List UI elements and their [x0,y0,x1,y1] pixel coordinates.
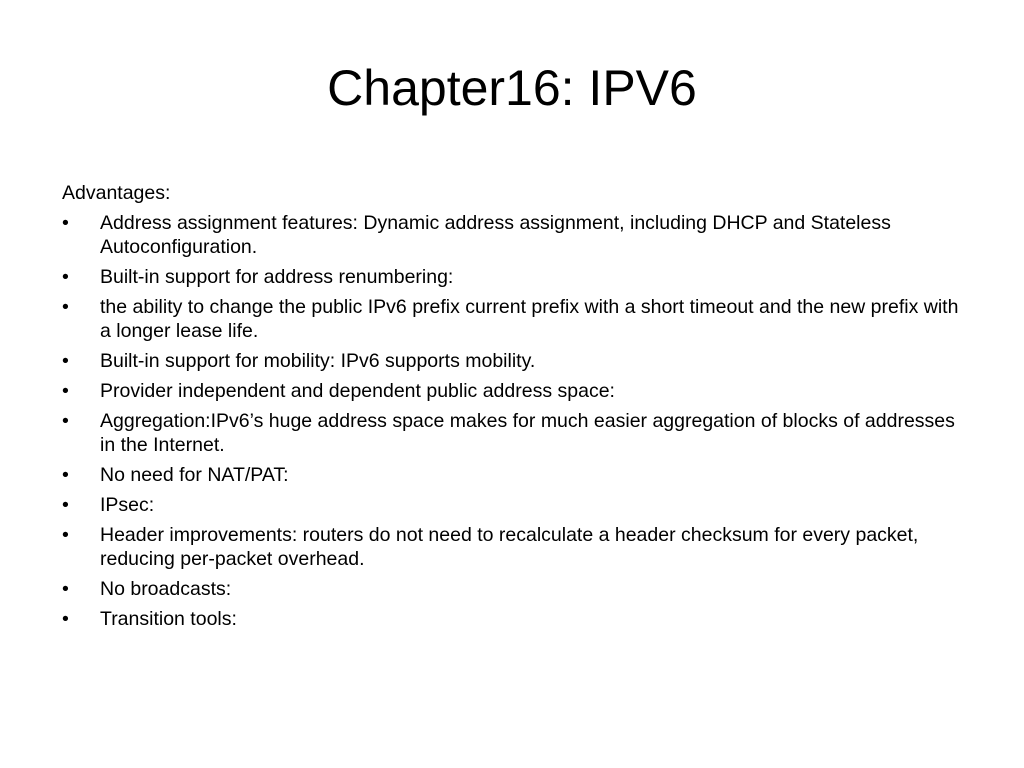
bullet-text: IPsec: [100,494,155,516]
bullet-dot-icon: • [62,494,69,516]
bullet-dot-icon: • [62,296,69,318]
bullet-text: Built-in support for address renumbering: [100,266,454,288]
bullet-dot-icon: • [62,578,69,600]
bullet-item [62,493,962,517]
bullet-item [62,523,962,571]
bullet-item [62,211,962,259]
slide-title: Chapter16: IPV6 [327,60,697,116]
slide-content [62,181,962,637]
bullet-text: Provider independent and dependent public address space: [100,380,615,402]
bullet-dot-icon: • [62,410,69,432]
bullet-text: Built-in support for mobility: IPv6 supports mobility. [100,350,536,372]
bullet-item [62,463,962,487]
bullet-item [62,295,962,343]
bullet-text: No need for NAT/PAT: [100,464,289,486]
bullet-dot-icon: • [62,266,69,288]
bullet-dot-icon: • [62,608,69,630]
bullet-dot-icon: • [62,380,69,402]
bullet-item [62,349,962,373]
bullet-list [62,211,962,631]
bullet-text: Header improvements: routers do not need to recalculate a header checksum for every packet, reducing per-packet overhead. [100,524,919,570]
bullet-text: Aggregation:IPv6’s huge address space makes for much easier aggregation of blocks of addresses in the Internet. [100,410,955,456]
intro-text: Advantages: [62,182,171,204]
bullet-item [62,265,962,289]
bullet-item [62,607,962,631]
bullet-item [62,409,962,457]
bullet-text: the ability to change the public IPv6 prefix current prefix with a short timeout and the new prefix with a longer lease life. [100,296,959,342]
bullet-text: Transition tools: [100,608,237,630]
bullet-dot-icon: • [62,350,69,372]
bullet-text: Address assignment features: Dynamic address assignment, including DHCP and Stateless Autoconfiguration. [100,212,891,258]
bullet-text: No broadcasts: [100,578,232,600]
bullet-dot-icon: • [62,524,69,546]
bullet-item [62,379,962,403]
bullet-dot-icon: • [62,464,69,486]
bullet-dot-icon: • [62,212,69,234]
bullet-item [62,577,962,601]
